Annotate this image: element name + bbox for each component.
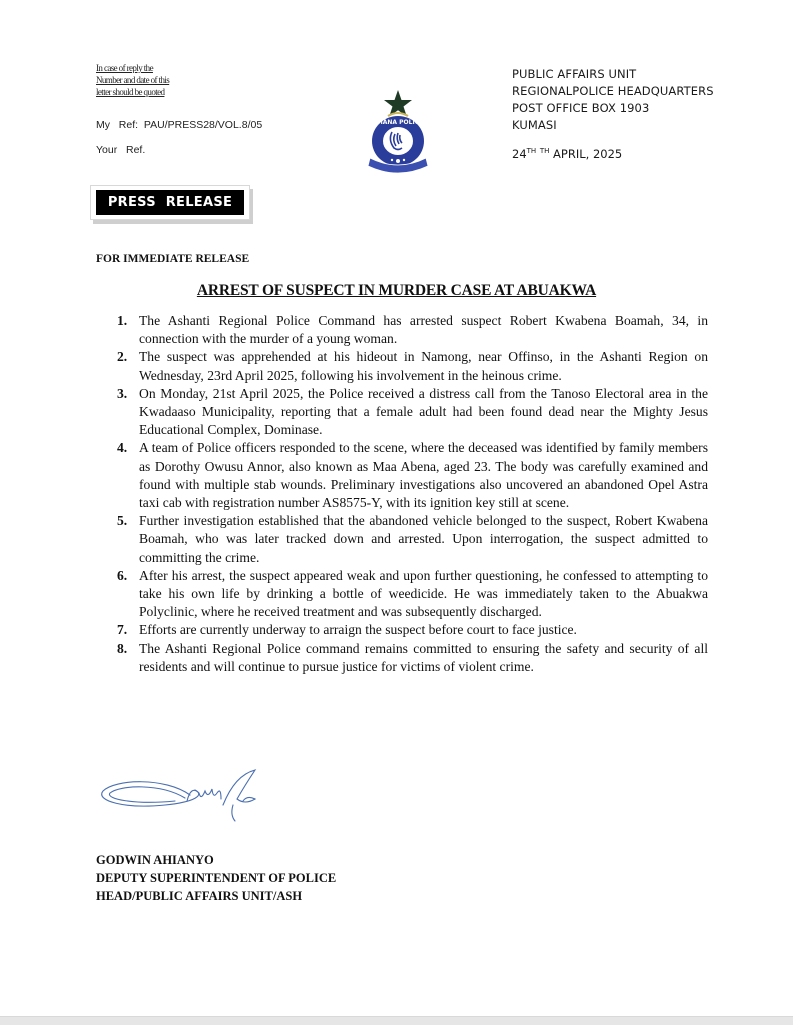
item-number: 5. — [117, 513, 128, 529]
item-text: Further investigation established that the abandoned vehicle belonged to the suspect, Robert Kwabena Boamah, who was later tracked down and arrested. Upon interrogation, the suspect admitted to committing the crime. — [139, 513, 708, 565]
item-text: A team of Police officers responded to the scene, where the deceased was identified by family members as Dorothy Owusu Annor, also known as Maa Abena, aged 23. The body was carefully examined and found with multiple stab wounds. Preliminary investigations also uncovered an abandoned Opel Astra taxi cab with registration number AS8575-Y, with its ignition key still at scene. — [139, 440, 708, 511]
headline: ARREST OF SUSPECT IN MURDER CASE AT ABUAKWA — [196, 282, 597, 299]
item-text: The Ashanti Regional Police Command has arrested suspect Robert Kwabena Boamah, 34, in connection with the murder of a young woman. — [139, 313, 708, 347]
item-text: After his arrest, the suspect appeared weak and upon further questioning, he confessed to attempting to take his own life by drinking a bottle of weedicide. He was immediately taken to the Abuakwa Polyclinic, where he received treatment and was subsequently discharged. — [139, 567, 708, 620]
date-month-year: APRIL, 2025 — [553, 147, 623, 161]
reply-note-line: Number and date of this — [96, 75, 170, 85]
date-suffix: TH — [526, 147, 537, 155]
my-ref-label: My — [96, 119, 110, 131]
item-number: 6. — [117, 567, 128, 583]
reply-instruction-note — [96, 62, 169, 98]
list-item — [117, 567, 708, 622]
address-line: POST OFFICE BOX 1903 — [512, 101, 650, 115]
item-text: The Ashanti Regional Police command remains committed to ensuring the safety and security of all residents and will continue to pursue justice for victims of violent crime. — [139, 640, 708, 674]
date-suffix: TH — [539, 147, 550, 155]
item-number: 7. — [117, 622, 128, 638]
list-item — [117, 640, 708, 676]
ghana-police-crest-icon — [362, 88, 434, 181]
item-number: 8. — [117, 640, 128, 656]
list-item — [117, 385, 708, 440]
press-release-label: PRESS RELEASE — [96, 190, 244, 215]
address-line: REGIONALPOLICE HEADQUARTERS — [512, 84, 714, 98]
address-line: KUMASI — [512, 118, 557, 132]
crest-ring-text: GHANA POLICE — [372, 119, 424, 126]
list-item — [117, 439, 708, 512]
reply-note-line: In case of reply the — [96, 63, 153, 73]
signatory-block — [96, 851, 336, 905]
address-line: PUBLIC AFFAIRS UNIT — [512, 67, 637, 81]
item-text: On Monday, 21st April 2025, the Police received a distress call from the Tanoso Electoral area in the Kwadaaso Municipality, reporting that a female adult had been found dead near the Mighty Jesus Educational Complex, Dominase. — [139, 385, 708, 438]
signatory-title: HEAD/PUBLIC AFFAIRS UNIT/ASH — [96, 889, 303, 903]
my-ref-value: PAU/PRESS28/VOL.8/05 — [143, 119, 263, 131]
list-item — [117, 312, 708, 348]
letter-date — [512, 147, 622, 161]
paragraph-list — [117, 312, 708, 676]
item-number: 2. — [117, 349, 128, 365]
reply-note-line: letter should be quoted — [96, 87, 165, 97]
press-release-badge — [90, 185, 250, 220]
date-day: 24 — [512, 147, 527, 161]
my-ref-key: Ref: — [118, 119, 139, 131]
item-text: The suspect was apprehended at his hideout in Namong, near Offinso, in the Ashanti Region on Wednesday, 23rd April 2025, following his involvement in the heinous crime. — [139, 349, 708, 383]
list-item — [117, 512, 708, 567]
item-text: Efforts are currently underway to arraign the suspect before court to face justice. — [139, 622, 577, 638]
for-immediate-release: FOR IMMEDIATE RELEASE — [96, 253, 250, 265]
handwritten-signature-icon — [95, 765, 275, 830]
your-reference — [96, 144, 145, 156]
item-number: 4. — [117, 440, 128, 456]
item-number: 1. — [117, 313, 128, 328]
signatory-rank: DEPUTY SUPERINTENDENT OF POLICE — [96, 871, 337, 885]
your-ref-key: Ref. — [125, 144, 146, 156]
your-ref-label: Your — [96, 144, 118, 156]
address-block — [512, 66, 714, 134]
list-item — [117, 348, 708, 384]
list-item — [117, 621, 708, 639]
my-reference — [96, 119, 262, 131]
signatory-name: GODWIN AHIANYO — [96, 853, 214, 867]
item-number: 3. — [117, 385, 128, 401]
